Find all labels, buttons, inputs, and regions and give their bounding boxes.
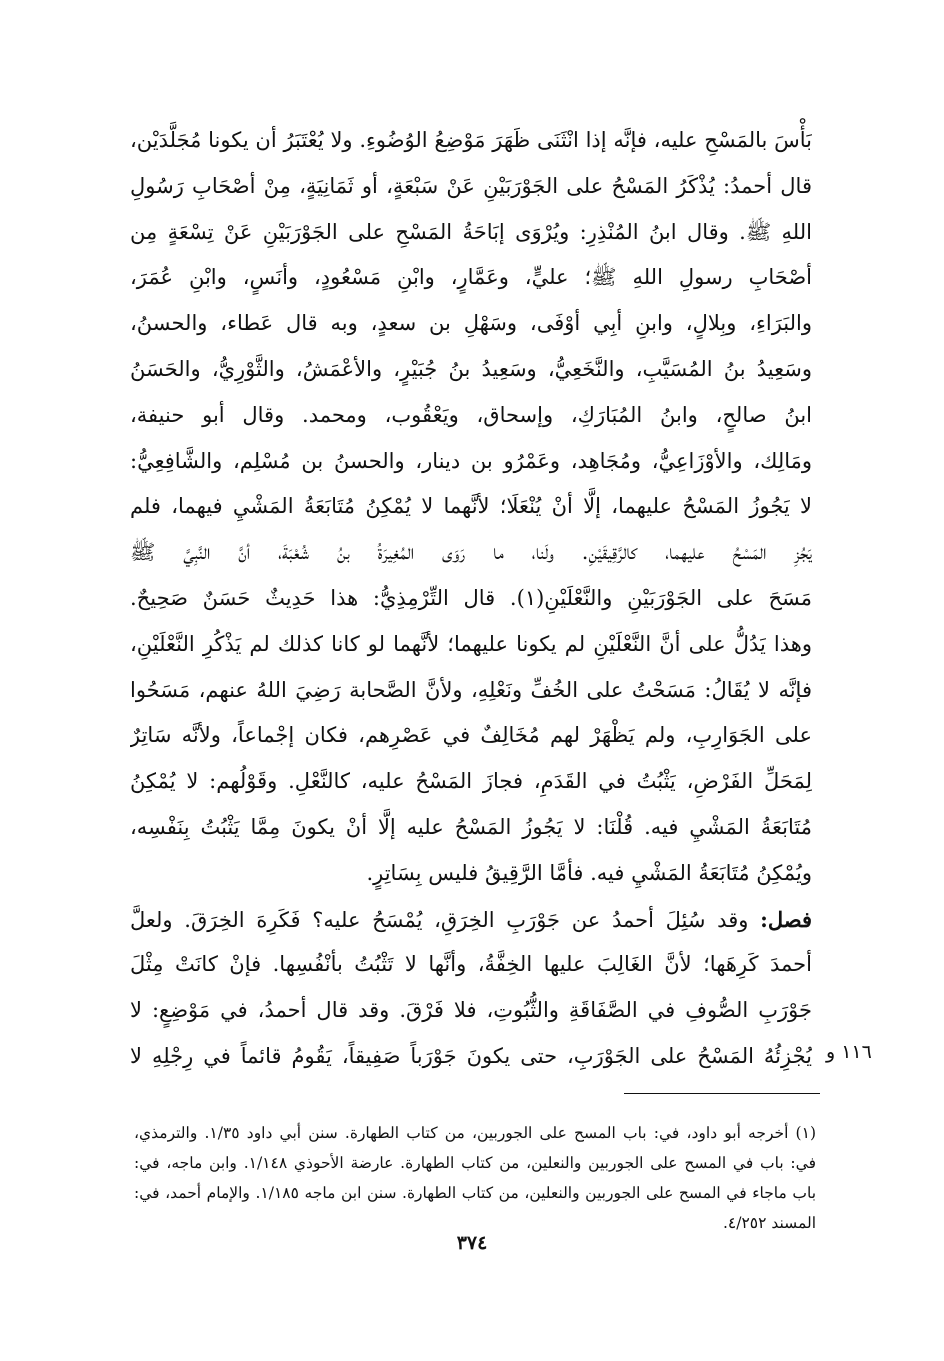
text-line: بَأْسَ بالمَسْحِ عليه، فإنَّه إذا انْثَنَى ظَهَرَ مَوْضِعُ الوُضُوءِ. ولا يُعْتَبَرُ أن يكونا مُجَلَّدَيْن، [130, 128, 812, 152]
text-line: لِمَحَلِّ الفَرْضِ، يَثْبُتُ في القَدَمِ، فجازَ المَسْحُ عليه، كالنَّعْلِ. وقَوْلُهم: لا يُمْكِنُ [130, 769, 812, 794]
footnote-line: باب ماجاء في المسح على الجوربين والنعلين، من كتاب الطهارة. سنن ابن ماجه ١/١٨٥. والإمام أحمد، في: [134, 1184, 816, 1202]
text-line: أصْحَابِ رسولِ اللهِ ﷺ؛ عليٍّ، وعَمَّارٍ، وابْنِ مَسْعُودٍ، وأنَسٍ، وابْنِ عُمَرَ، [130, 265, 812, 290]
text-line: ابنُ صالحٍ، وابنُ المُبَارَكِ، وإسحاق، ويَعْقُوب، ومحمد. وقال أبو حنيفة، [130, 402, 812, 427]
text-line: على الجَوَارِبِ، ولم يَظْهَرْ لهم مُخَالِفٌ في عَصْرِهم، فكان إجْماعاً، ولأنَّه سَاتِرٌ [130, 723, 812, 748]
text-line: مَسَحَ على الجَوْرَبَيْنِ والنَّعْلَيْنِ(١). قال التِّرْمِذِيُّ: هذا حَدِيثٌ حَسَنٌ صَحِيحٌ. [130, 585, 812, 610]
footnotes [134, 1118, 816, 1238]
text-line: مُتَابَعَةُ المَشْيِ فيه. قُلْنَا: لا يَجُوزُ المَسْحُ عليه إلَّا أنْ يكونَ مِمَّا يَثْبُتُ بِنَفْسِه، [130, 814, 812, 839]
text-line: اللهِ ﷺ. وقال ابنُ المُنْذِرِ: ويُرْوَى إبَاحَةُ المَسْحِ على الجَوْرَبَيْنِ عَنْ تِسْعَةٍ مِن [130, 219, 812, 244]
manuscript-folio-note: ١١٦ و [826, 1041, 872, 1063]
text-line: جَوْرَبِ الصُّوفِ في الصَّفَاقَةِ والثُّبُوتِ، فلا فَرْقَ. وقد قال أحمدُ، في مَوْضِعٍ: لا [130, 998, 812, 1023]
text-line: يَجُزِ المَسْحُ عليهما، كالرَّقِيقَيْنِ. ولَنا، ما رَوَى المُغِيرَةُ بنُ شُعْبَةَ، أنَّ النَّبِيَّ ﷺ [130, 540, 812, 565]
footnote-line: في: باب في المسح على الجوربين والنعلين، من كتاب الطهارة. عارضة الأحوذي ١/١٤٨. وابن ماجه، في: [134, 1154, 816, 1172]
text-line: ومَالِك، والأوْزَاعِيُّ، ومُجَاهِد، وعَمْرُو بن دينار، والحسنُ بن مُسْلِم، والشَّافِعِيُّ: [130, 448, 812, 473]
fasl-line-text: وقد سُئِلَ أحمدُ عن جَوْرَبِ الخِرَقِ، يُمْسَحُ عليه؟ فَكَرِهَ الخِرَقَ. ولعلَّ [130, 907, 761, 932]
text-line: قال أحمدُ: يُذْكَرُ المَسْحُ على الجَوْرَبَيْنِ عَنْ سَبْعَةٍ، أو ثَمَانِيَةٍ، مِنْ أصْحَابِ رَسُولِ [130, 173, 812, 198]
section-heading-word: فصل: [760, 906, 812, 932]
text-line: وهذا يَدُلُّ على أنَّ النَّعْلَيْنِ لم يكونا عليهما؛ لأنَّهما لو كانا كذلك لم يَذْكُرِ النَّعْلَيْنِ، [130, 631, 812, 656]
page-number: ٣٧٤ [456, 1232, 488, 1254]
footnote-line: المسند ٤/٢٥٢. [722, 1214, 816, 1232]
text-line: لا يَجُوزُ المَسْحُ عليهما، إلَّا أنْ يُنْعَلَا؛ لأنَّهما لا يُمْكِنُ مُتَابَعَةُ المَشْيِ فيهما، فلم [130, 494, 812, 519]
footnote-line: (١) أخرجه أبو داود، في: باب المسح على الجوربين، من كتاب الطهارة. سنن أبي داود ١/٣٥. والترمذي، [134, 1124, 816, 1142]
footnote-separator [624, 1093, 820, 1094]
text-line: وسَعِيدُ بنُ المُسَيَّبِ، والنَّخَعِيُّ، وسَعِيدُ بنُ جُبَيْرٍ، والأعْمَشُ، والثَّوْرِيُّ، والحَسَنُ [130, 356, 812, 381]
main-text [130, 118, 812, 1080]
text-line: والبَرَاءِ، وبِلالٍ، وابنِ أبِي أوْفَى، وسَهْلِ بن سعدٍ، وبه قال عَطاء، والحسنُ، [130, 311, 812, 336]
fasl-line [130, 897, 812, 943]
text-line: فإنَّه لا يُقَالُ: مَسَحْتُ على الخُفِّ ونَعْلِهِ، ولأنَّ الصَّحابة رَضِيَ اللهُ عنهم، مَسَحُوا [130, 677, 812, 702]
text-line: يُجْزِئُهُ المَسْحُ على الجَوْرَبِ، حتى يكونَ جَوْرَباً صَفِيقاً، يَقُومُ قائماً في رِجْلِهِ لا [130, 1043, 812, 1068]
text-line: أحمدَ كَرِهَها؛ لأنَّ الغَالِبَ عليها الخِفَّةُ، وأنَّها لا تَثْبُتُ بأنْفُسِها. فإنْ كانَتْ مِثْلَ [130, 952, 812, 977]
text-line: ويُمْكِنُ مُتَابَعَةُ المَشْيِ فيه. فأمَّا الرَّقِيقُ فليس بِسَاتِرٍ. [366, 860, 812, 885]
